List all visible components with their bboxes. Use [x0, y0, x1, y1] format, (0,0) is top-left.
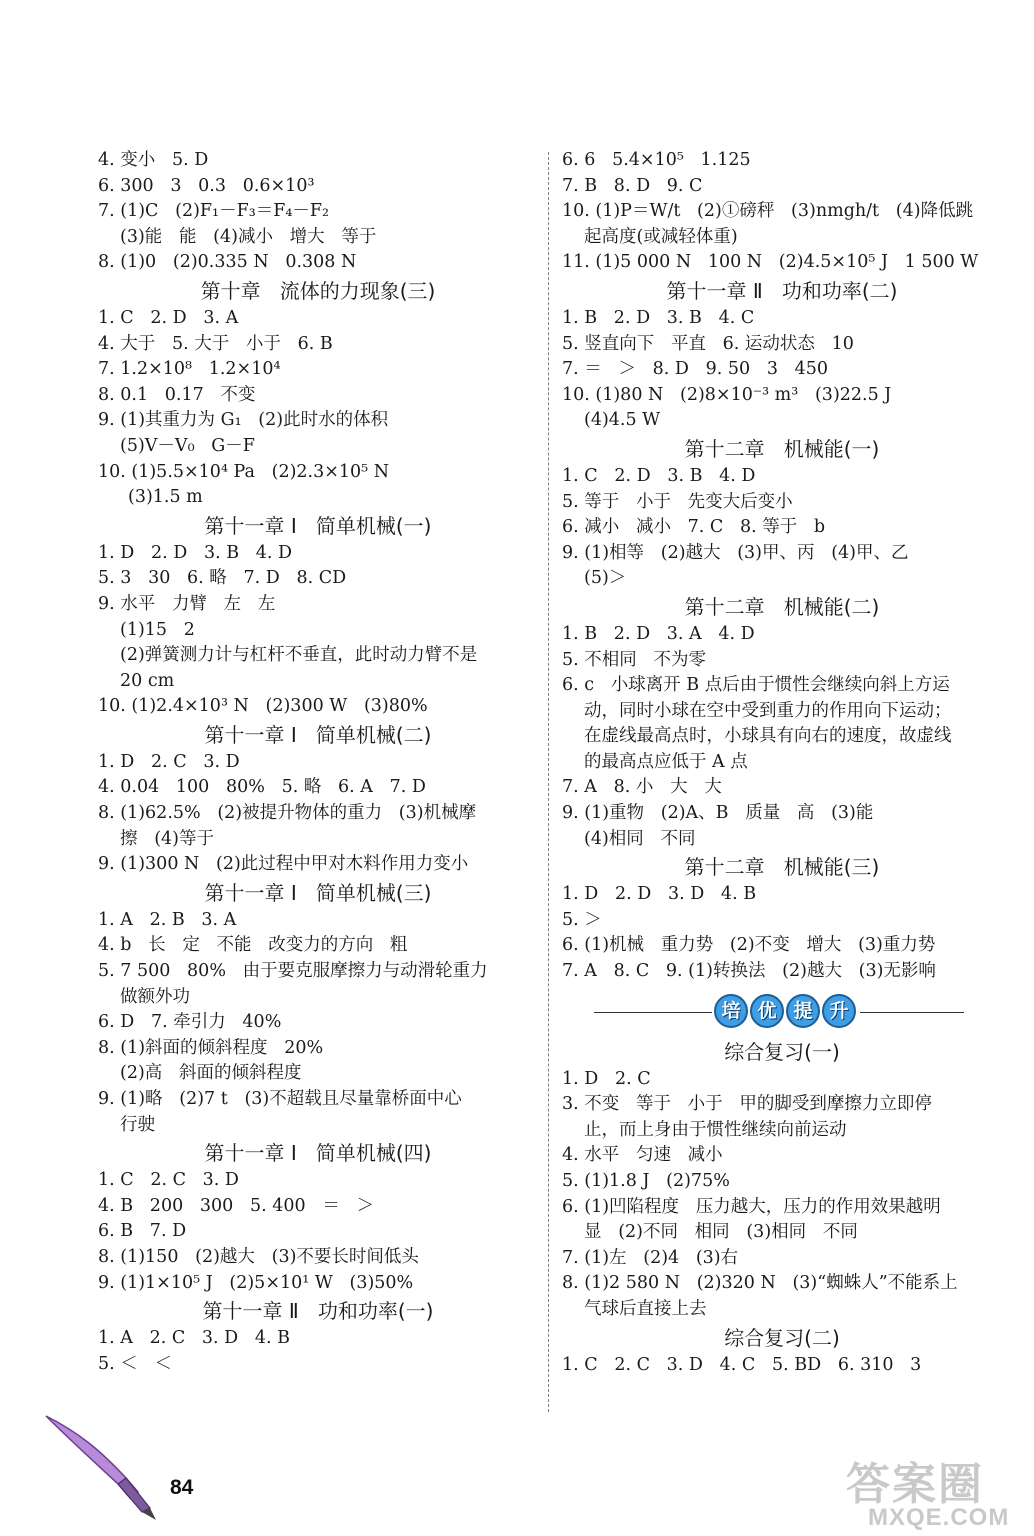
- answer-line: 1. B 2. D 3. B 4. C: [562, 307, 755, 328]
- answer-line: 5. 3 30 6. 略 7. D 8. CD: [98, 568, 347, 589]
- answer-line: 5. 等于 小于 先变大后变小: [562, 491, 793, 512]
- answer-line: 7. (1)C (2)F₁－F₃＝F₄－F₂: [98, 201, 330, 222]
- answer-continuation: 止，而上身由于惯性继续向前运动: [584, 1119, 847, 1140]
- answer-continuation: (3)能 能 (4)减小 增大 等于: [120, 226, 377, 247]
- answer-line: 4. 变小 5. D: [98, 150, 209, 170]
- answer-line: 10. (1)2.4×10³ N (2)300 W (3)80%: [98, 696, 428, 717]
- answer-line: 6. (1)机械 重力势 (2)不变 增大 (3)重力势: [562, 935, 936, 956]
- answer-continuation: (2)高 斜面的倾斜程度: [120, 1063, 302, 1084]
- answer-continuation: 20 cm: [120, 670, 175, 691]
- answer-continuation: (5)V－V₀ G－F: [120, 435, 255, 456]
- watermark-bottom-text: MXQE.COM: [868, 1504, 1010, 1531]
- answer-line: 7. ＝ ＞ 8. D 9. 50 3 450: [562, 359, 829, 380]
- answer-line: 7. A 8. 小 大 大: [562, 777, 722, 798]
- answer-line: 9. (1)相等 (2)越大 (3)甲、丙 (4)甲、乙: [562, 542, 909, 563]
- answer-continuation: (1)15 2: [120, 619, 195, 640]
- answer-line: 5. 7 500 80% 由于要克服摩擦力与动滑轮重力: [98, 961, 488, 982]
- banner-rule-right: [860, 1012, 964, 1014]
- answer-line: 9. (1)300 N (2)此过程中甲对木料作用力变小: [98, 854, 469, 875]
- answer-line: 4. 0.04 100 80% 5. 略 6. A 7. D: [98, 777, 426, 798]
- answer-continuation: 显 (2)不同 相同 (3)相同 不同: [584, 1222, 858, 1243]
- answer-line: 1. C 2. D 3. B 4. D: [562, 465, 756, 486]
- answer-line: 9. (1)其重力为 G₁ (2)此时水的体积: [98, 410, 389, 431]
- section-heading: 第十一章 Ⅰ 简单机械(二): [204, 722, 432, 747]
- section-heading: 综合复习(一): [724, 1039, 840, 1064]
- section-banner: [562, 989, 1002, 1035]
- answer-line: 8. (1)0 (2)0.335 N 0.308 N: [98, 252, 357, 273]
- answer-continuation: (5)＞: [584, 568, 627, 589]
- answer-line: 1. D 2. D 3. D 4. B: [562, 884, 757, 905]
- answer-line: 11. (1)5 000 N 100 N (2)4.5×10⁵ J 1 500 W: [562, 252, 979, 273]
- banner-char: 培: [714, 994, 748, 1028]
- answer-line: 5. ＞: [562, 909, 602, 930]
- answer-line: 1. B 2. D 3. A 4. D: [562, 623, 755, 644]
- answer-line: 1. A 2. C 3. D 4. B: [98, 1328, 291, 1349]
- answer-line: 1. C 2. C 3. D: [98, 1170, 239, 1191]
- answer-line: 9. (1)略 (2)7 t (3)不超载且尽量靠桥面中心: [98, 1089, 462, 1109]
- section-heading: 第十二章 机械能(二): [684, 594, 880, 619]
- answer-continuation: 气球后直接上去: [584, 1298, 707, 1319]
- left-answer-column: [98, 148, 538, 1377]
- answer-line: 4. 大于 5. 大于 小于 6. B: [98, 333, 333, 354]
- answer-line: 8. (1)斜面的倾斜程度 20%: [98, 1037, 324, 1058]
- answer-line: 1. C 2. D 3. A: [98, 307, 239, 328]
- section-heading: 综合复习(二): [724, 1325, 840, 1350]
- banner-rule-left: [594, 1012, 712, 1014]
- answer-line: 4. 水平 匀速 减小: [562, 1145, 723, 1166]
- answer-continuation: 的最高点应低于 A 点: [584, 751, 748, 772]
- answer-line: 8. (1)62.5% (2)被提升物体的重力 (3)机械摩: [98, 803, 477, 824]
- answer-continuation: 行驶: [120, 1114, 155, 1135]
- answer-line: 10. (1)P＝W/t (2)①磅秤 (3)nmgh/t (4)降低跳: [562, 201, 974, 222]
- answer-continuation: 起高度(或减轻体重): [584, 226, 738, 247]
- answer-line: 1. D 2. C 3. D: [98, 751, 240, 772]
- section-heading: 第十一章 Ⅱ 功和功率(一): [202, 1299, 434, 1324]
- answer-line: 7. (1)左 (2)4 (3)右: [562, 1247, 739, 1268]
- column-divider: [548, 152, 549, 1412]
- answer-line: 7. 1.2×10⁸ 1.2×10⁴: [98, 359, 281, 380]
- answer-line: 6. 减小 减小 7. C 8. 等于 b: [562, 517, 826, 538]
- section-heading: 第十二章 机械能(一): [684, 436, 880, 461]
- answer-line: 5. (1)1.8 J (2)75%: [562, 1171, 730, 1191]
- section-heading: 第十一章 Ⅰ 简单机械(一): [204, 513, 432, 538]
- answer-line: 1. D 2. C: [562, 1068, 651, 1089]
- right-answer-column: [562, 148, 1002, 1378]
- answer-line: 8. 0.1 0.17 不变: [98, 384, 256, 405]
- watermark-top-text: 答案圈: [846, 1459, 984, 1510]
- section-heading: 第十一章 Ⅰ 简单机械(三): [204, 880, 432, 905]
- answer-line: 6. D 7. 牵引力 40%: [98, 1012, 282, 1033]
- answer-continuation: 擦 (4)等于: [120, 828, 214, 849]
- answer-continuation: 在虚线最高点时，小球具有向右的速度，故虚线: [584, 726, 952, 747]
- answer-line: 3. 不变 等于 小于 甲的脚受到摩擦力立即停: [562, 1094, 932, 1115]
- pen-icon: [38, 1412, 168, 1522]
- answer-line: 8. (1)2 580 N (2)320 N (3)“蜘蛛人”不能系上: [562, 1273, 958, 1294]
- banner-char: 提: [786, 994, 820, 1028]
- page-number: 84: [170, 1476, 194, 1499]
- answer-line: 10. (1)80 N (2)8×10⁻³ m³ (3)22.5 J: [562, 384, 892, 405]
- answer-line: 4. b 长 定 不能 改变力的方向 粗: [98, 935, 408, 956]
- watermark-logo: [838, 1448, 1034, 1536]
- banner-char: 优: [750, 994, 784, 1028]
- answer-line: 6. B 7. D: [98, 1221, 187, 1242]
- answer-line: 1. D 2. D 3. B 4. D: [98, 542, 293, 563]
- answer-line: 6. 6 5.4×10⁵ 1.125: [562, 150, 751, 170]
- answer-line: 9. (1)重物 (2)A、B 质量 高 (3)能: [562, 803, 874, 824]
- answer-line: 6. c 小球离开 B 点后由于惯性会继续向斜上方运: [562, 675, 950, 696]
- answer-line: 6. 300 3 0.3 0.6×10³: [98, 175, 315, 196]
- answer-line: 7. B 8. D 9. C: [562, 175, 703, 196]
- answer-continuation: (3)1.5 m: [128, 487, 203, 508]
- section-heading: 第十一章 Ⅰ 简单机械(四): [204, 1141, 432, 1166]
- answer-continuation: (4)相同 不同: [584, 828, 696, 849]
- answer-continuation: 动，同时小球在空中受到重力的作用向下运动；: [584, 700, 952, 721]
- answer-line: 5. 不相同 不为零: [562, 649, 706, 670]
- answer-line: 5. 竖直向下 平直 6. 运动状态 10: [562, 333, 854, 354]
- banner-chars: [714, 994, 856, 1028]
- answer-line: 1. A 2. B 3. A: [98, 909, 237, 930]
- answer-line: 10. (1)5.5×10⁴ Pa (2)2.3×10⁵ N: [98, 461, 390, 482]
- banner-char: 升: [822, 994, 856, 1028]
- answer-line: 6. (1)凹陷程度 压力越大，压力的作用效果越明: [562, 1196, 941, 1217]
- answer-continuation: 做额外功: [120, 986, 190, 1007]
- answer-continuation: (4)4.5 W: [584, 410, 661, 431]
- answer-continuation: (2)弹簧测力计与杠杆不垂直，此时动力臂不是: [120, 645, 478, 666]
- answer-line: 9. 水平 力臂 左 左: [98, 593, 276, 614]
- section-heading: 第十二章 机械能(三): [684, 855, 880, 880]
- section-heading: 第十章 流体的力现象(三): [200, 278, 436, 303]
- answer-line: 7. A 8. C 9. (1)转换法 (2)越大 (3)无影响: [562, 961, 936, 982]
- answer-line: 4. B 200 300 5. 400 ＝ ＞: [98, 1195, 375, 1216]
- answer-line: 8. (1)150 (2)越大 (3)不要长时间低头: [98, 1246, 419, 1267]
- answer-line: 1. C 2. C 3. D 4. C 5. BD 6. 310 3: [562, 1354, 922, 1375]
- answer-line: 5. ＜ ＜: [98, 1353, 172, 1374]
- answer-line: 9. (1)1×10⁵ J (2)5×10¹ W (3)50%: [98, 1272, 414, 1293]
- section-heading: 第十一章 Ⅱ 功和功率(二): [666, 278, 898, 303]
